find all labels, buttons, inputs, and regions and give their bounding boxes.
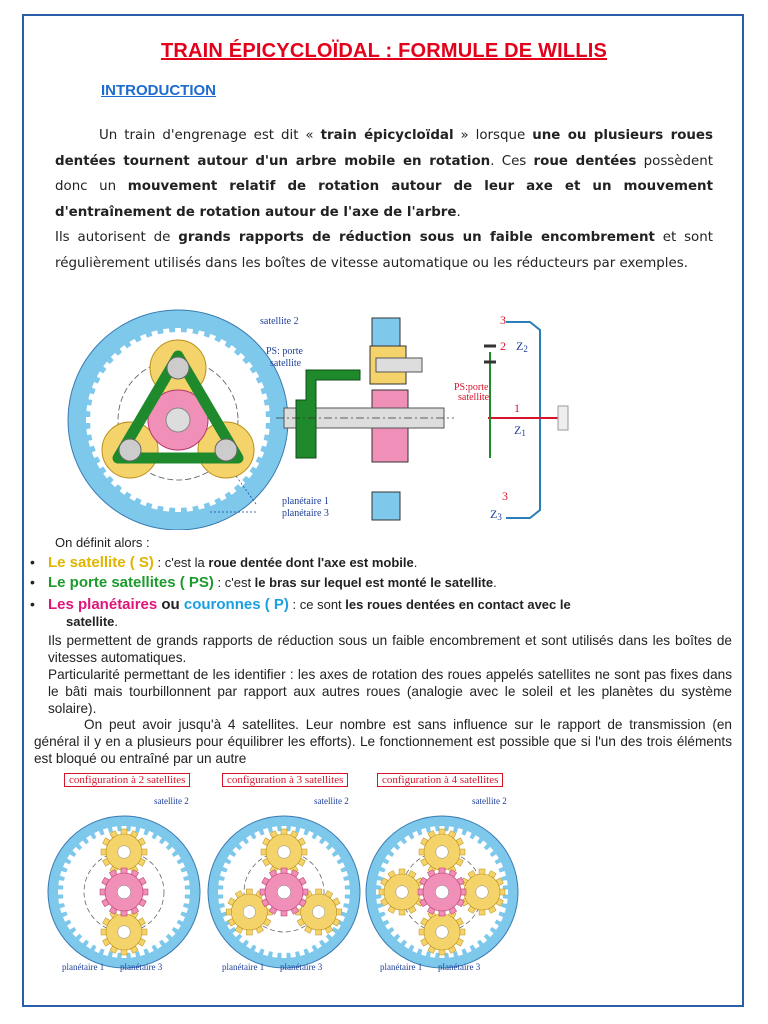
config-planetaire-3-label: planétaire 3 bbox=[120, 962, 163, 972]
config-planetaire-1-label: planétaire 1 bbox=[62, 962, 105, 972]
text-run: . bbox=[413, 555, 418, 570]
body-paragraph-2: Particularité permettant de les identifier : les axes de rotation des roues appelés satellites ne sont pas fixes dans le bâti mais tourbillonnent par rapport aux autres roues (analogie avec le soleil et les planètes du système solaire). bbox=[48, 667, 732, 716]
config-planetaire-3-label: planétaire 3 bbox=[438, 962, 481, 972]
text-run: ou bbox=[157, 596, 184, 613]
text-bold: roue dentée dont l'axe est mobile bbox=[208, 555, 414, 570]
config-satellite-label: satellite 2 bbox=[154, 796, 189, 806]
config-satellite-label: satellite 2 bbox=[472, 796, 507, 806]
config-planetaire-1-label: planétaire 1 bbox=[222, 962, 265, 972]
body-paragraph-3: On peut avoir jusqu'à 4 satellites. Leur nombre est sans influence sur le rapport de transmission (en général il y en a plusieurs pour équilibrer les efforts). Le fonctionnement est possible que si l'un des trois éléments est bloqué ou entraîné par un autre bbox=[34, 717, 732, 766]
text-run: et sont régulièrement utilisés dans les boîtes de vitesse automatique ou les réducteurs par exemples. bbox=[55, 230, 713, 271]
definition-porte-satellites bbox=[30, 574, 497, 591]
config-3-gears bbox=[208, 816, 360, 968]
schema-ps-porte: PS:porte bbox=[454, 382, 489, 393]
schema-num-2: 2 bbox=[500, 339, 506, 353]
schema-num-3-bot: 3 bbox=[502, 489, 508, 503]
text-run: . Ces bbox=[490, 153, 534, 169]
text-run: Un train d'engrenage est dit « bbox=[99, 128, 321, 143]
text-run: : c'est bbox=[213, 575, 255, 590]
schema-num-3-top: 3 bbox=[500, 313, 506, 327]
config-satellite-label: satellite 2 bbox=[314, 796, 349, 806]
text-bold: roue dentées bbox=[533, 153, 637, 169]
label-satellite-2: satellite 2 bbox=[260, 316, 299, 327]
schema-z1: Z1 bbox=[514, 423, 526, 438]
text-bold: train épicycloïdal bbox=[320, 128, 454, 143]
label-ps-porte: PS: porte bbox=[266, 346, 303, 357]
term-couronnes: couronnes ( P) bbox=[183, 596, 289, 613]
text-run: . bbox=[114, 614, 119, 629]
section-heading: INTRODUCTION bbox=[101, 82, 216, 99]
text-run: . bbox=[493, 575, 497, 590]
config-4-title: configuration à 4 satellites bbox=[377, 773, 503, 787]
schema-z3: Z3 bbox=[490, 507, 502, 522]
configurations-figure bbox=[46, 790, 526, 980]
text-run: : ce sont bbox=[288, 597, 346, 612]
label-ps-satellite: satellite bbox=[270, 358, 302, 369]
definitions-intro: On définit alors : bbox=[55, 535, 150, 550]
text-bold: les roues dentées en contact avec le bbox=[345, 597, 571, 612]
config-planetaire-3-label: planétaire 3 bbox=[280, 962, 323, 972]
schema-num-1: 1 bbox=[514, 401, 520, 415]
definition-satellite bbox=[30, 554, 417, 571]
text-bold: satellite bbox=[66, 614, 115, 629]
label-planetaire-1: planétaire 1 bbox=[282, 496, 329, 507]
term-planetaires: Les planétaires bbox=[48, 596, 158, 613]
config-3-title: configuration à 3 satellites bbox=[222, 773, 348, 787]
term-satellite: Le satellite ( S) bbox=[48, 554, 154, 571]
text-bold: une ou plusieurs roues dentées tournent autour d'un arbre mobile en rotation bbox=[55, 128, 713, 169]
definition-planetaires-cont bbox=[66, 614, 118, 629]
config-2-gears bbox=[48, 816, 200, 968]
text-bold: le bras sur lequel est monté le satellite bbox=[254, 575, 494, 590]
bullet-icon: • bbox=[30, 554, 35, 570]
body-paragraph-1: Ils permettent de grands rapports de réduction sous un faible encombrement et sont utilisés dans les boîtes de vitesses automatiques. bbox=[48, 633, 732, 665]
intro-paragraph-1 bbox=[55, 123, 713, 225]
label-planetaire-3: planétaire 3 bbox=[282, 508, 329, 519]
schema-z2: Z2 bbox=[516, 339, 528, 354]
term-porte-satellites: Le porte satellites ( PS) bbox=[48, 574, 214, 591]
config-2-title: configuration à 2 satellites bbox=[64, 773, 190, 787]
intro-paragraph-2 bbox=[55, 225, 713, 276]
text-bold: grands rapports de réduction sous un faible encombrement bbox=[178, 230, 655, 245]
bullet-icon: • bbox=[30, 574, 35, 590]
text-run: . bbox=[456, 204, 461, 220]
text-bold: mouvement relatif de rotation autour de leur axe et un mouvement d'entraînement de rotation autour de l'axe de l'arbre bbox=[55, 179, 713, 220]
text-run: possèdent donc un bbox=[55, 153, 713, 194]
definition-planetaires bbox=[30, 596, 571, 613]
text-run: : c'est la bbox=[153, 555, 209, 570]
schema-ps-satellite: satellite bbox=[458, 392, 490, 403]
epicyclic-gear-figure bbox=[60, 308, 570, 530]
page-title: TRAIN ÉPICYCLOÏDAL : FORMULE DE WILLIS bbox=[160, 40, 608, 62]
text-run: » lorsque bbox=[453, 128, 533, 143]
config-4-gears bbox=[366, 816, 518, 968]
text-run: Ils autorisent de bbox=[55, 230, 179, 245]
bullet-icon: • bbox=[30, 596, 35, 612]
config-planetaire-1-label: planétaire 1 bbox=[380, 962, 423, 972]
